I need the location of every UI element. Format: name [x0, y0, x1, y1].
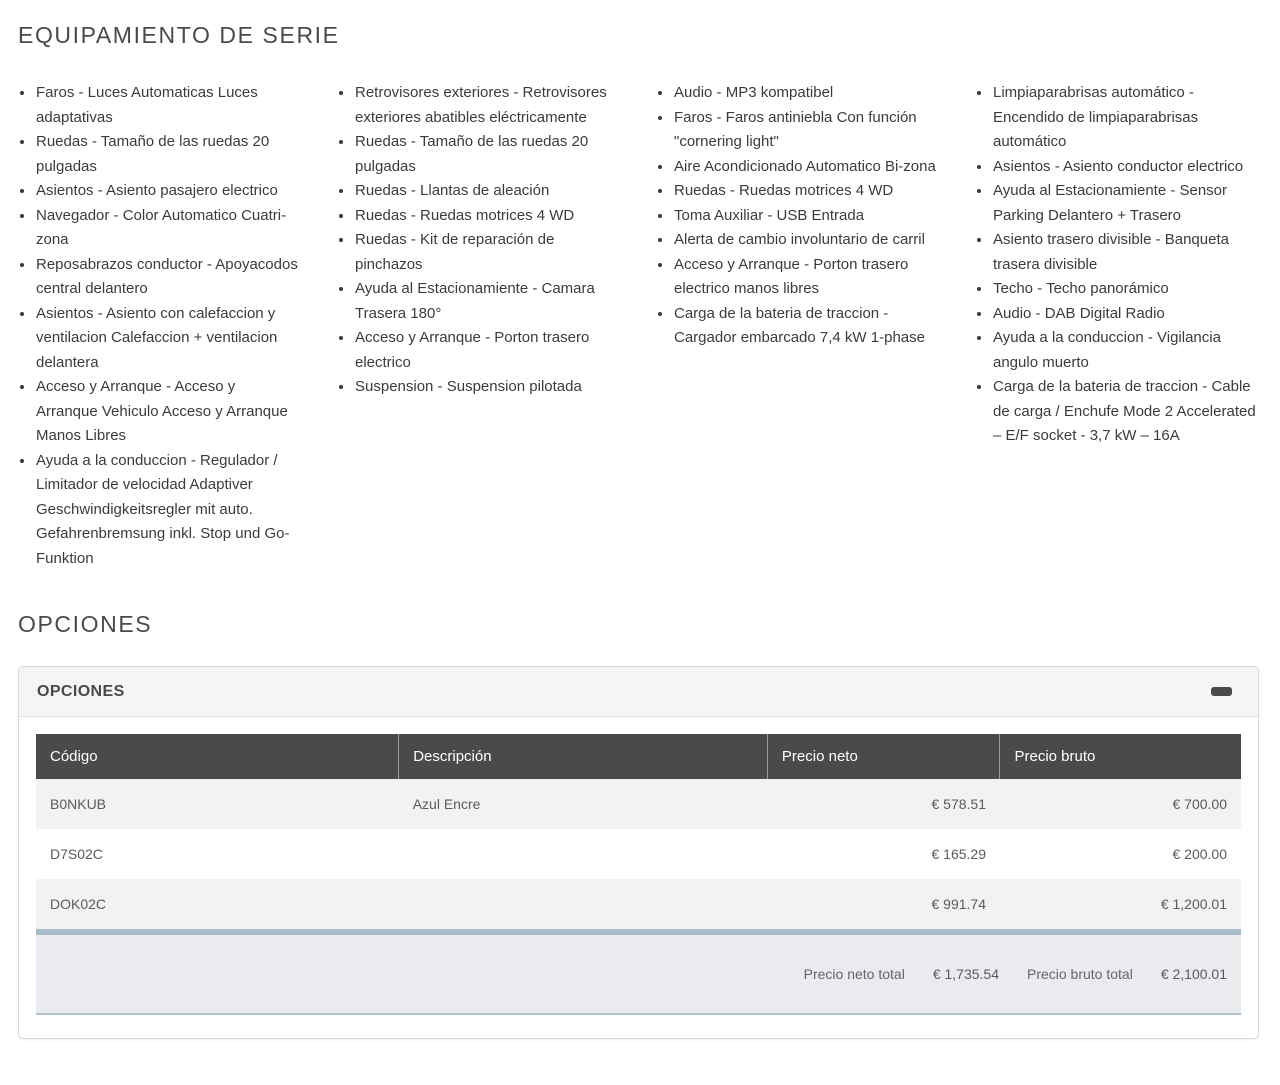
table-header-row [36, 734, 1241, 779]
equipment-item: • Techo - Techo panorámico [992, 277, 1256, 302]
table-row [36, 829, 1241, 879]
page-title: EQUIPAMIENTO DE SERIE [18, 22, 340, 48]
precio-neto-total-label: Precio neto total [803, 966, 905, 982]
equipment-item: • Ruedas - Ruedas motrices 4 WD [354, 204, 618, 229]
equipment-item: • Asiento trasero divisible - Banqueta trasera divisible [992, 228, 1256, 277]
equipment-item: • Alerta de cambio involuntario de carril [673, 228, 937, 253]
equipment-item: • Asientos - Asiento pasajero electrico [35, 179, 299, 204]
cell-precio-bruto: € 200.00 [1000, 829, 1241, 879]
equipment-item: • Acceso y Arranque - Porton trasero electrico [354, 326, 618, 375]
cell-precio-bruto: € 700.00 [1000, 779, 1241, 829]
cell-descripcion [399, 829, 768, 879]
column-header-precio-neto: Precio neto [767, 734, 1000, 779]
column-header-descripcion: Descripción [399, 734, 768, 779]
options-section-title: OPCIONES [18, 611, 153, 637]
equipment-item: • Navegador - Color Automatico Cuatri-zona [35, 204, 299, 253]
equipment-item: • Audio - MP3 kompatibel [673, 81, 937, 106]
equipment-grid [18, 81, 1260, 571]
table-row [36, 779, 1241, 829]
options-table [36, 734, 1241, 929]
collapse-minus-icon[interactable] [1211, 687, 1232, 696]
equipment-item: • Carga de la bateria de traccion - Cable de carga / Enchufe Mode 2 Accelerated – E/F socket - 3,7 kW – 16A [992, 375, 1256, 449]
equipment-item: • Acceso y Arranque - Acceso y Arranque Vehiculo Acceso y Arranque Manos Libres [35, 375, 299, 449]
cell-descripcion [399, 879, 768, 929]
equipment-item: • Asientos - Asiento conductor electrico [992, 155, 1256, 180]
equipment-item: • Ruedas - Tamaño de las ruedas 20 pulgadas [354, 130, 618, 179]
cell-descripcion: Azul Encre [399, 779, 768, 829]
options-panel-body [19, 717, 1258, 1038]
precio-neto-total-value: € 1,735.54 [932, 966, 999, 982]
options-panel-header[interactable] [19, 667, 1258, 717]
cell-precio-neto: € 578.51 [767, 779, 1000, 829]
column-header-codigo: Código [36, 734, 399, 779]
cell-codigo: D7S02C [36, 829, 399, 879]
equipment-column-3 [656, 81, 937, 571]
equipment-item: • Ruedas - Ruedas motrices 4 WD [673, 179, 937, 204]
equipment-item: • Ayuda al Estacionamiente - Camara Trasera 180° [354, 277, 618, 326]
equipment-item: • Ruedas - Tamaño de las ruedas 20 pulgadas [35, 130, 299, 179]
equipment-item: • Asientos - Asiento con calefaccion y ventilacion Calefaccion + ventilacion delantera [35, 302, 299, 376]
options-panel [18, 666, 1259, 1039]
table-row [36, 879, 1241, 929]
equipment-item: • Ruedas - Llantas de aleación [354, 179, 618, 204]
cell-codigo: DOK02C [36, 879, 399, 929]
equipment-column-4 [975, 81, 1256, 571]
equipment-item: • Audio - DAB Digital Radio [992, 302, 1256, 327]
equipment-item: • Carga de la bateria de traccion - Cargador embarcado 7,4 kW 1-phase [673, 302, 937, 351]
equipment-item: • Ayuda a la conduccion - Regulador / Limitador de velocidad Adaptiver Geschwindigkeitsregler mit auto. Gefahrenbremsung inkl. Stop und Go-Funktion [35, 449, 299, 572]
equipment-column-1 [18, 81, 299, 571]
equipment-column-2 [337, 81, 618, 571]
options-table-body [36, 779, 1241, 929]
cell-precio-neto: € 165.29 [767, 829, 1000, 879]
precio-bruto-total-value: € 2,100.01 [1160, 966, 1227, 982]
equipment-item: • Faros - Faros antiniebla Con función "cornering light" [673, 106, 937, 155]
column-header-precio-bruto: Precio bruto [1000, 734, 1241, 779]
cell-precio-bruto: € 1,200.01 [1000, 879, 1241, 929]
cell-codigo: B0NKUB [36, 779, 399, 829]
equipment-item: • Ayuda a la conduccion - Vigilancia angulo muerto [992, 326, 1256, 375]
equipment-item: • Aire Acondicionado Automatico Bi-zona [673, 155, 937, 180]
precio-bruto-total-label: Precio bruto total [1026, 966, 1133, 982]
equipment-item: • Limpiaparabrisas automático - Encendido de limpiaparabrisas automático [992, 81, 1256, 155]
cell-precio-neto: € 991.74 [767, 879, 1000, 929]
equipment-item: • Acceso y Arranque - Porton trasero electrico manos libres [673, 253, 937, 302]
options-panel-title: OPCIONES [37, 682, 125, 700]
equipment-item: • Ayuda al Estacionamiente - Sensor Parking Delantero + Trasero [992, 179, 1256, 228]
equipment-item: • Suspension - Suspension pilotada [354, 375, 618, 400]
totals-row [36, 935, 1241, 1015]
equipment-item: • Retrovisores exteriores - Retrovisores exteriores abatibles eléctricamente [354, 81, 618, 130]
equipment-item: • Toma Auxiliar - USB Entrada [673, 204, 937, 229]
equipment-item: • Reposabrazos conductor - Apoyacodos central delantero [35, 253, 299, 302]
equipment-item: • Ruedas - Kit de reparación de pinchazos [354, 228, 618, 277]
equipment-item: • Faros - Luces Automaticas Luces adaptativas [35, 81, 299, 130]
